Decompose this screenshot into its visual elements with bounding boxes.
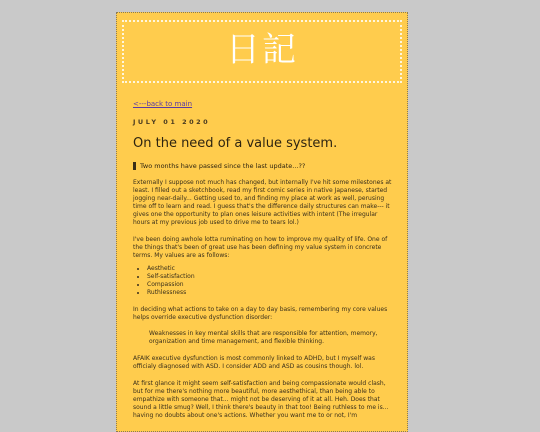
subtitle-text: Two months have passed since the last update...??	[140, 162, 306, 170]
values-list	[133, 265, 395, 297]
post-subtitle	[133, 162, 395, 170]
paragraph-5: At first glance it might seem self-satisfaction and being compassionate would clash, but for me there's nothing more beautiful, more aesthethical, than being able to empathize with someone that... might not be deserving of it at all. Heh. Does that sound a little smug? Well, I think there's beauty in that too! Being ruthless to me is... having no doubts about one's actions. Whether you want me to or not, I'm	[133, 380, 389, 419]
journal-page	[116, 12, 408, 432]
post-content	[133, 91, 395, 420]
paragraph-3: In deciding what actions to take on a day to day basis, remembering my core values helps override executive dysfunction disorder:	[133, 306, 388, 321]
site-title: 日記	[226, 30, 298, 70]
subtitle-bar-icon	[133, 162, 136, 170]
list-item: • Self-satisfaction	[147, 273, 395, 281]
post-date: JULY 01 2020	[133, 118, 211, 126]
header-banner	[122, 20, 402, 83]
blockquote: Weaknesses in key mental skills that are responsible for attention, memory, organization and time management, and flexible thinking.	[149, 330, 378, 345]
post-title: On the need of a value system.	[133, 136, 338, 151]
paragraph-1: Externally I suppose not much has changed, but internally I've hit some milestones at least. I filled out a sketchbook, read my first comic series in native Japanese, started jogging near-daily... Getting used to, and finding my place at work as well, perusing time off to learn and read. I guess that's the difference daily structures can make--- it gives one the opportunity to plan ones leisure activities with intent (The irregular hours at my previous job used to drive me to tears lol.)	[133, 179, 392, 226]
list-item: • Aesthetic	[147, 265, 395, 273]
paragraph-2: I've been doing awhole lotta ruminating on how to improve my quality of life. One of the things that's been of great use has been defining my value system in concrete terms. My values are as follows:	[133, 236, 388, 259]
back-to-main-link[interactable]: <---back to main	[133, 100, 193, 108]
list-item: • Compassion	[147, 281, 395, 289]
list-item: • Ruthlessness	[147, 289, 395, 297]
paragraph-4: AFAIK executive dysfunction is most commonly linked to ADHD, but I myself was officialy diagnosed with ASD. I consider ADD and ASD as cousins though. lol.	[133, 355, 375, 370]
